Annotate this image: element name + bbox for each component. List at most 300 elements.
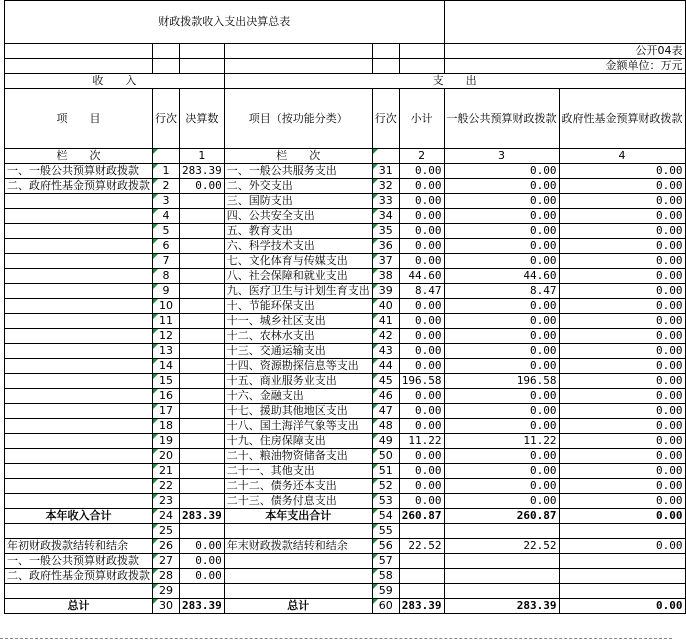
table-row (5, 464, 686, 479)
income-row-no: 29 (153, 584, 180, 599)
expense-general-budget (444, 569, 559, 584)
blank-cell (153, 59, 180, 74)
header-exp-row-no: 行次 (372, 89, 399, 149)
cell-marker (373, 524, 378, 529)
expense-row-no: 31 (372, 164, 399, 179)
expense-subtotal: 11.22 (399, 434, 444, 449)
cell-marker (153, 179, 158, 184)
income-item (5, 209, 153, 224)
expense-subtotal: 0.00 (399, 494, 444, 509)
cell-marker (373, 419, 378, 424)
expense-gov-fund: 0.00 (559, 284, 685, 299)
cell-marker (373, 449, 378, 454)
income-row-no: 15 (153, 374, 180, 389)
expense-gov-fund: 0.00 (559, 599, 685, 614)
expense-general-budget: 0.00 (444, 389, 559, 404)
income-row-no: 6 (153, 239, 180, 254)
expense-item (224, 569, 372, 584)
income-amount (180, 374, 225, 389)
cell-marker (373, 224, 378, 229)
expense-general-budget: 0.00 (444, 419, 559, 434)
expense-item: 十、节能环保支出 (224, 299, 372, 314)
table-row (5, 209, 686, 224)
income-row-no: 7 (153, 254, 180, 269)
cell-marker (153, 254, 158, 259)
income-row-no: 21 (153, 464, 180, 479)
table-row (5, 194, 686, 209)
income-amount (180, 464, 225, 479)
cell-marker (153, 329, 158, 334)
income-amount (180, 239, 225, 254)
cell-marker (373, 374, 378, 379)
expense-row-no: 56 (372, 539, 399, 554)
cell-marker (373, 464, 378, 469)
expense-item: 二十二、债务还本支出 (224, 479, 372, 494)
expense-general-budget: 0.00 (444, 194, 559, 209)
income-item: 年初财政拨款结转和结余 (5, 539, 153, 554)
cell-marker (153, 224, 158, 229)
table-row (5, 239, 686, 254)
income-amount: 0.00 (180, 554, 225, 569)
column-3: 3 (444, 149, 559, 164)
income-row-no: 22 (153, 479, 180, 494)
income-row-no: 4 (153, 209, 180, 224)
cell-marker (153, 449, 158, 454)
expense-gov-fund: 0.00 (559, 299, 685, 314)
income-item (5, 314, 153, 329)
expense-item: 十二、农林水支出 (224, 329, 372, 344)
income-item: 一、一般公共预算财政拨款 (5, 554, 153, 569)
expense-general-budget: 0.00 (444, 449, 559, 464)
income-item (5, 344, 153, 359)
header-item: 项 目 (5, 89, 153, 149)
income-item (5, 434, 153, 449)
expense-gov-fund: 0.00 (559, 209, 685, 224)
expense-row-no: 33 (372, 194, 399, 209)
expense-general-budget: 0.00 (444, 299, 559, 314)
income-item (5, 194, 153, 209)
expense-general-budget: 0.00 (444, 479, 559, 494)
expense-subtotal: 0.00 (399, 359, 444, 374)
expense-item: 二、外交支出 (224, 179, 372, 194)
expense-item: 七、文化体育与传媒支出 (224, 254, 372, 269)
expense-row-no: 49 (372, 434, 399, 449)
table-row (5, 404, 686, 419)
blank-cell (372, 149, 399, 164)
expense-subtotal (399, 584, 444, 599)
expense-row-no: 51 (372, 464, 399, 479)
expense-subtotal: 0.00 (399, 239, 444, 254)
expense-item (224, 584, 372, 599)
cell-marker (153, 494, 158, 499)
header-subtotal: 小计 (399, 89, 444, 149)
cell-marker (373, 164, 378, 169)
income-amount (180, 284, 225, 299)
cell-marker (153, 419, 158, 424)
expense-item: 五、教育支出 (224, 224, 372, 239)
expense-row-no: 55 (372, 524, 399, 539)
income-row-no: 20 (153, 449, 180, 464)
expense-subtotal: 0.00 (399, 479, 444, 494)
table-row (5, 419, 686, 434)
expense-gov-fund: 0.00 (559, 254, 685, 269)
blank-cell (180, 44, 225, 59)
income-item: 二、政府性基金预算财政拨款 (5, 569, 153, 584)
income-amount (180, 224, 225, 239)
income-amount (180, 494, 225, 509)
income-item (5, 419, 153, 434)
expense-item: 三、国防支出 (224, 194, 372, 209)
table-row (5, 509, 686, 524)
income-item (5, 479, 153, 494)
expense-row-no: 47 (372, 404, 399, 419)
income-item (5, 269, 153, 284)
expense-general-budget: 0.00 (444, 164, 559, 179)
expense-row-no: 38 (372, 269, 399, 284)
expense-subtotal (399, 524, 444, 539)
cell-marker (373, 194, 378, 199)
expense-item: 十四、资源勘探信息等支出 (224, 359, 372, 374)
expense-gov-fund: 0.00 (559, 434, 685, 449)
expense-row-no: 41 (372, 314, 399, 329)
expense-subtotal: 0.00 (399, 464, 444, 479)
expense-item: 十一、城乡社区支出 (224, 314, 372, 329)
expense-gov-fund: 0.00 (559, 194, 685, 209)
income-row-no: 23 (153, 494, 180, 509)
cell-marker (153, 554, 158, 559)
income-amount: 283.39 (180, 164, 225, 179)
title-right-blank (444, 1, 685, 44)
expense-general-budget: 0.00 (444, 209, 559, 224)
expense-gov-fund: 0.00 (559, 479, 685, 494)
expense-general-budget: 22.52 (444, 539, 559, 554)
blank-cell (399, 44, 444, 59)
income-row-no: 30 (153, 599, 180, 614)
income-amount: 283.39 (180, 599, 225, 614)
income-amount (180, 359, 225, 374)
cell-marker (373, 434, 378, 439)
expense-subtotal: 0.00 (399, 254, 444, 269)
cell-marker (153, 269, 158, 274)
expense-row-no: 40 (372, 299, 399, 314)
expense-item: 九、医疗卫生与计划生育支出 (224, 284, 372, 299)
expense-subtotal: 0.00 (399, 389, 444, 404)
expense-row-no: 52 (372, 479, 399, 494)
expense-item: 十五、商业服务业支出 (224, 374, 372, 389)
cell-marker (153, 374, 158, 379)
expense-row-no: 32 (372, 179, 399, 194)
expense-subtotal: 196.58 (399, 374, 444, 389)
blank-cell (224, 44, 372, 59)
expense-subtotal (399, 569, 444, 584)
income-item (5, 584, 153, 599)
expense-gov-fund: 0.00 (559, 359, 685, 374)
expense-subtotal: 283.39 (399, 599, 444, 614)
expense-gov-fund: 0.00 (559, 464, 685, 479)
expense-gov-fund: 0.00 (559, 314, 685, 329)
expense-item: 总计 (224, 599, 372, 614)
cell-marker (373, 344, 378, 349)
table-row (5, 599, 686, 614)
column-label-right: 栏 次 (224, 149, 372, 164)
income-amount (180, 329, 225, 344)
income-amount (180, 404, 225, 419)
income-item (5, 239, 153, 254)
income-item (5, 359, 153, 374)
cell-marker (153, 434, 158, 439)
cell-marker (153, 359, 158, 364)
cell-marker (153, 284, 158, 289)
expense-gov-fund: 0.00 (559, 509, 685, 524)
income-amount: 0.00 (180, 569, 225, 584)
expense-item: 十九、住房保障支出 (224, 434, 372, 449)
expense-row-no: 50 (372, 449, 399, 464)
column-label-left: 栏 次 (5, 149, 153, 164)
expense-gov-fund: 0.00 (559, 404, 685, 419)
income-row-no: 26 (153, 539, 180, 554)
cell-marker (373, 179, 378, 184)
expense-item: 一、一般公共服务支出 (224, 164, 372, 179)
expense-gov-fund (559, 584, 685, 599)
income-row-no: 1 (153, 164, 180, 179)
cell-marker (153, 299, 158, 304)
expense-general-budget: 0.00 (444, 224, 559, 239)
expense-row-no: 59 (372, 584, 399, 599)
income-item (5, 404, 153, 419)
income-item (5, 329, 153, 344)
expense-subtotal: 0.00 (399, 419, 444, 434)
expense-item: 十三、交通运输支出 (224, 344, 372, 359)
expense-gov-fund: 0.00 (559, 224, 685, 239)
income-amount (180, 194, 225, 209)
table-row (5, 359, 686, 374)
income-item: 一、一般公共预算财政拨款 (5, 164, 153, 179)
expense-subtotal: 0.00 (399, 314, 444, 329)
cell-marker (153, 509, 158, 514)
income-amount (180, 449, 225, 464)
table-row (5, 374, 686, 389)
cell-marker (373, 494, 378, 499)
expense-general-budget (444, 554, 559, 569)
cell-marker (153, 569, 158, 574)
expense-general-budget: 196.58 (444, 374, 559, 389)
cell-marker (153, 164, 158, 169)
expense-item: 二十、粮油物资储备支出 (224, 449, 372, 464)
expense-general-budget (444, 524, 559, 539)
expense-item (224, 524, 372, 539)
blank-cell (399, 59, 444, 74)
expense-gov-fund: 0.00 (559, 539, 685, 554)
cell-marker (153, 524, 158, 529)
expense-general-budget: 0.00 (444, 329, 559, 344)
cell-marker (373, 254, 378, 259)
expense-row-no: 36 (372, 239, 399, 254)
blank-cell (224, 59, 372, 74)
income-row-no: 27 (153, 554, 180, 569)
income-item: 本年收入合计 (5, 509, 153, 524)
table-row (5, 539, 686, 554)
table-row (5, 524, 686, 539)
cell-marker (373, 539, 378, 544)
income-item (5, 254, 153, 269)
header-row-no: 行次 (153, 89, 180, 149)
cell-marker (153, 404, 158, 409)
expense-subtotal: 0.00 (399, 299, 444, 314)
cell-marker (373, 269, 378, 274)
expense-general-budget: 8.47 (444, 284, 559, 299)
expense-row-no: 48 (372, 419, 399, 434)
final-accounts-table (4, 0, 686, 614)
cell-marker (373, 554, 378, 559)
expense-gov-fund: 0.00 (559, 419, 685, 434)
expense-row-no: 35 (372, 224, 399, 239)
expense-subtotal: 0.00 (399, 404, 444, 419)
income-amount: 283.39 (180, 509, 225, 524)
cell-marker (373, 314, 378, 319)
table-row (5, 299, 686, 314)
header-exp-item: 项目（按功能分类） (224, 89, 372, 149)
income-row-no: 2 (153, 179, 180, 194)
cell-marker (153, 194, 158, 199)
income-row-no: 8 (153, 269, 180, 284)
income-amount (180, 344, 225, 359)
expense-subtotal: 0.00 (399, 179, 444, 194)
expense-item: 十八、国土海洋气象等支出 (224, 419, 372, 434)
income-row-no: 17 (153, 404, 180, 419)
cell-marker (373, 509, 378, 514)
expense-gov-fund: 0.00 (559, 164, 685, 179)
cell-marker (373, 239, 378, 244)
page-title: 财政拨款收入支出决算总表 (5, 1, 445, 44)
expense-row-no: 39 (372, 284, 399, 299)
income-item (5, 374, 153, 389)
income-amount (180, 479, 225, 494)
cell-marker (373, 299, 378, 304)
cell-marker (153, 239, 158, 244)
table-row (5, 389, 686, 404)
income-item (5, 299, 153, 314)
income-row-no: 24 (153, 509, 180, 524)
cell-marker (373, 479, 378, 484)
expense-general-budget: 11.22 (444, 434, 559, 449)
table-row (5, 554, 686, 569)
expense-subtotal: 0.00 (399, 329, 444, 344)
expense-subtotal: 0.00 (399, 344, 444, 359)
table-row (5, 284, 686, 299)
income-row-no: 28 (153, 569, 180, 584)
expense-row-no: 34 (372, 209, 399, 224)
expense-row-no: 54 (372, 509, 399, 524)
expense-item: 十六、金融支出 (224, 389, 372, 404)
table-row (5, 494, 686, 509)
unit-label: 金额单位：万元 (444, 59, 685, 74)
income-row-no: 10 (153, 299, 180, 314)
expense-item: 二十一、其他支出 (224, 464, 372, 479)
expense-item: 十七、援助其他地区支出 (224, 404, 372, 419)
income-section-header: 收 入 (5, 74, 225, 89)
income-item (5, 494, 153, 509)
expense-row-no: 46 (372, 389, 399, 404)
form-code: 公开04表 (444, 44, 685, 59)
cell-marker (153, 539, 158, 544)
income-item (5, 224, 153, 239)
expense-gov-fund: 0.00 (559, 344, 685, 359)
income-row-no: 16 (153, 389, 180, 404)
cell-marker (373, 359, 378, 364)
income-row-no: 14 (153, 359, 180, 374)
income-amount (180, 584, 225, 599)
income-row-no: 9 (153, 284, 180, 299)
expense-gov-fund: 0.00 (559, 239, 685, 254)
income-row-no: 5 (153, 224, 180, 239)
header-gov-fund: 政府性基金预算财政拨款 (559, 89, 685, 149)
expense-subtotal: 0.00 (399, 224, 444, 239)
cell-marker (153, 314, 158, 319)
expense-subtotal: 8.47 (399, 284, 444, 299)
expense-general-budget: 44.60 (444, 269, 559, 284)
cell-marker (373, 209, 378, 214)
blank-cell (372, 44, 399, 59)
table-row (5, 584, 686, 599)
expense-general-budget: 0.00 (444, 179, 559, 194)
blank-cell (153, 44, 180, 59)
table-row (5, 344, 686, 359)
income-item (5, 449, 153, 464)
cell-marker (153, 209, 158, 214)
column-4: 4 (559, 149, 685, 164)
expense-gov-fund: 0.00 (559, 269, 685, 284)
cell-marker (373, 329, 378, 334)
expense-subtotal: 260.87 (399, 509, 444, 524)
expense-gov-fund: 0.00 (559, 389, 685, 404)
expense-item: 年末财政拨款结转和结余 (224, 539, 372, 554)
expense-item: 四、公共安全支出 (224, 209, 372, 224)
expense-gov-fund: 0.00 (559, 449, 685, 464)
header-general-budget: 一般公共预算财政拨款 (444, 89, 559, 149)
income-item: 二、政府性基金预算财政拨款 (5, 179, 153, 194)
expense-row-no: 58 (372, 569, 399, 584)
income-amount: 0.00 (180, 539, 225, 554)
expense-gov-fund: 0.00 (559, 329, 685, 344)
table-row (5, 479, 686, 494)
income-item (5, 464, 153, 479)
table-row (5, 224, 686, 239)
table-row (5, 269, 686, 284)
expense-general-budget: 0.00 (444, 359, 559, 374)
expense-row-no: 37 (372, 254, 399, 269)
expense-subtotal (399, 554, 444, 569)
expense-general-budget: 0.00 (444, 314, 559, 329)
income-row-no: 18 (153, 419, 180, 434)
income-amount (180, 524, 225, 539)
income-amount (180, 419, 225, 434)
expense-row-no: 43 (372, 344, 399, 359)
expense-gov-fund: 0.00 (559, 374, 685, 389)
income-item (5, 389, 153, 404)
income-row-no: 13 (153, 344, 180, 359)
expense-item (224, 554, 372, 569)
expense-subtotal: 0.00 (399, 449, 444, 464)
cell-marker (373, 404, 378, 409)
income-row-no: 19 (153, 434, 180, 449)
table-row (5, 314, 686, 329)
blank-cell (180, 59, 225, 74)
cell-marker (373, 389, 378, 394)
expense-item: 六、科学技术支出 (224, 239, 372, 254)
income-amount (180, 434, 225, 449)
expense-item: 二十三、债务付息支出 (224, 494, 372, 509)
expense-gov-fund (559, 524, 685, 539)
